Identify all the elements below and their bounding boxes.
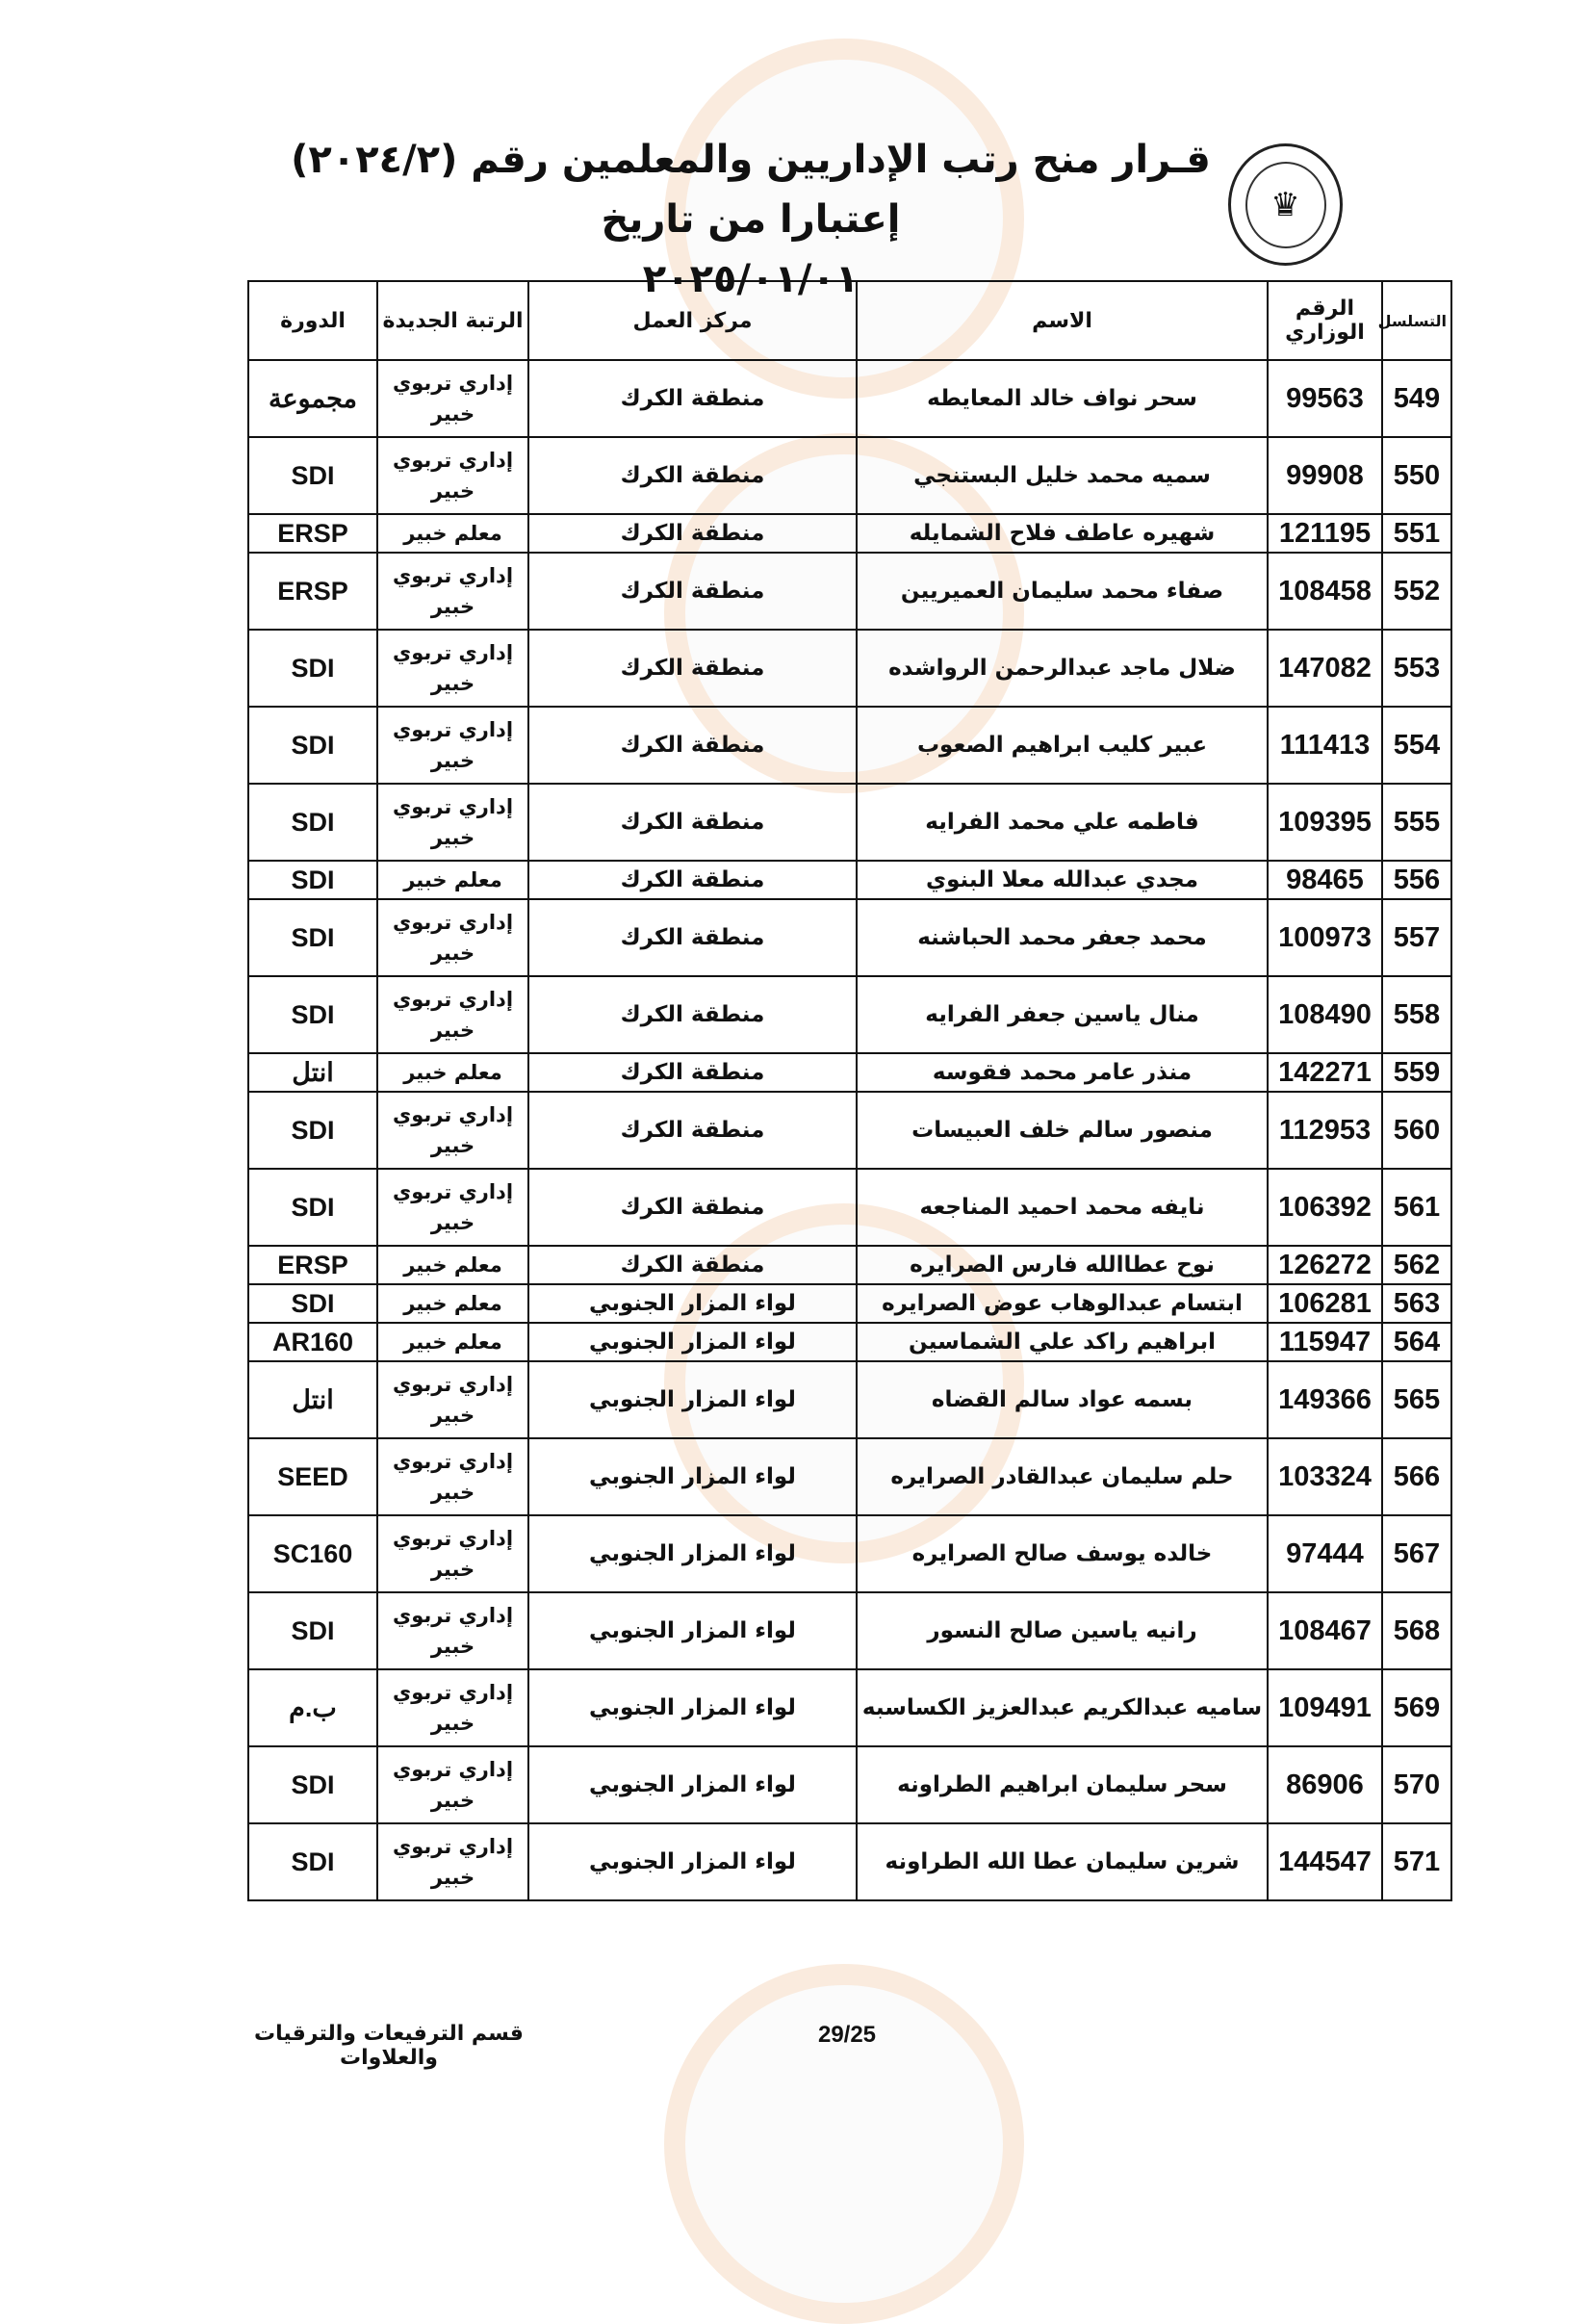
- cell-rank: إداري تربوي خبير: [377, 1438, 528, 1515]
- cell-name: نوح عطاالله فارس الصرايره: [857, 1246, 1268, 1284]
- cell-name: صفاء محمد سليمان العميريين: [857, 553, 1268, 630]
- cell-name: منذر عامر محمد فقوسه: [857, 1053, 1268, 1092]
- cell-work-center: منطقة الكرك: [528, 1053, 857, 1092]
- table-row: [248, 1592, 1451, 1669]
- cell-ministry-id: 99908: [1268, 437, 1382, 514]
- table-row: [248, 707, 1451, 784]
- table-row: [248, 861, 1451, 899]
- cell-seq: 567: [1382, 1515, 1451, 1592]
- cell-name: خالده يوسف صالح الصرايره: [857, 1515, 1268, 1592]
- col-header-rank: الرتبة الجديدة: [377, 281, 528, 360]
- cell-seq: 557: [1382, 899, 1451, 976]
- cell-ministry-id: 109491: [1268, 1669, 1382, 1746]
- table-row: [248, 1438, 1451, 1515]
- cell-name: سحر سليمان ابراهيم الطراونه: [857, 1746, 1268, 1823]
- cell-work-center: لواء المزار الجنوبي: [528, 1592, 857, 1669]
- cell-rank: إداري تربوي خبير: [377, 437, 528, 514]
- cell-ministry-id: 121195: [1268, 514, 1382, 553]
- cell-rank: إداري تربوي خبير: [377, 976, 528, 1053]
- cell-course: ب.م: [248, 1669, 377, 1746]
- cell-ministry-id: 106281: [1268, 1284, 1382, 1323]
- cell-name: حلم سليمان عبدالقادر الصرايره: [857, 1438, 1268, 1515]
- table-row: [248, 1823, 1451, 1900]
- cell-ministry-id: 106392: [1268, 1169, 1382, 1246]
- table-row: [248, 1169, 1451, 1246]
- cell-rank: إداري تربوي خبير: [377, 784, 528, 861]
- cell-rank: إداري تربوي خبير: [377, 1823, 528, 1900]
- cell-name: مجدي عبدالله معلا البنوي: [857, 861, 1268, 899]
- cell-course: SDI: [248, 976, 377, 1053]
- cell-seq: 561: [1382, 1169, 1451, 1246]
- cell-seq: 560: [1382, 1092, 1451, 1169]
- cell-rank: إداري تربوي خبير: [377, 1746, 528, 1823]
- cell-course: انتل: [248, 1053, 377, 1092]
- cell-ministry-id: 100973: [1268, 899, 1382, 976]
- cell-name: سميه محمد خليل البستنجي: [857, 437, 1268, 514]
- cell-course: ERSP: [248, 553, 377, 630]
- cell-seq: 549: [1382, 360, 1451, 437]
- cell-seq: 556: [1382, 861, 1451, 899]
- cell-ministry-id: 86906: [1268, 1746, 1382, 1823]
- cell-seq: 563: [1382, 1284, 1451, 1323]
- cell-ministry-id: 99563: [1268, 360, 1382, 437]
- table-row: [248, 553, 1451, 630]
- cell-name: ضلال ماجد عبدالرحمن الرواشده: [857, 630, 1268, 707]
- cell-work-center: منطقة الكرك: [528, 553, 857, 630]
- col-header-seq: التسلسل: [1382, 281, 1451, 360]
- cell-seq: 565: [1382, 1361, 1451, 1438]
- cell-rank: إداري تربوي خبير: [377, 1592, 528, 1669]
- cell-seq: 566: [1382, 1438, 1451, 1515]
- cell-seq: 554: [1382, 707, 1451, 784]
- cell-work-center: لواء المزار الجنوبي: [528, 1746, 857, 1823]
- cell-rank: إداري تربوي خبير: [377, 360, 528, 437]
- table-row: [248, 1053, 1451, 1092]
- cell-work-center: لواء المزار الجنوبي: [528, 1438, 857, 1515]
- cell-work-center: منطقة الكرك: [528, 899, 857, 976]
- watermark-clock: [664, 1964, 1024, 2324]
- cell-name: شرين سليمان عطا الله الطراونه: [857, 1823, 1268, 1900]
- cell-seq: 571: [1382, 1823, 1451, 1900]
- cell-work-center: منطقة الكرك: [528, 784, 857, 861]
- cell-seq: 569: [1382, 1669, 1451, 1746]
- cell-work-center: منطقة الكرك: [528, 1092, 857, 1169]
- cell-rank: معلم خبير: [377, 1284, 528, 1323]
- cell-ministry-id: 144547: [1268, 1823, 1382, 1900]
- cell-course: مجموعة: [248, 360, 377, 437]
- cell-name: فاطمه علي محمد الفرايه: [857, 784, 1268, 861]
- cell-course: SDI: [248, 1169, 377, 1246]
- table-row: [248, 514, 1451, 553]
- cell-rank: إداري تربوي خبير: [377, 1169, 528, 1246]
- cell-seq: 562: [1382, 1246, 1451, 1284]
- table-row: [248, 1669, 1451, 1746]
- cell-ministry-id: 103324: [1268, 1438, 1382, 1515]
- cell-name: منصور سالم خلف العبيسات: [857, 1092, 1268, 1169]
- cell-name: عبير كليب ابراهيم الصعوب: [857, 707, 1268, 784]
- cell-name: شهيره عاطف فلاح الشمايله: [857, 514, 1268, 553]
- cell-name: ابراهيم راكد علي الشماسين: [857, 1323, 1268, 1361]
- promotions-table: [247, 280, 1452, 1901]
- cell-ministry-id: 108467: [1268, 1592, 1382, 1669]
- cell-seq: 555: [1382, 784, 1451, 861]
- cell-course: SDI: [248, 1746, 377, 1823]
- cell-course: SDI: [248, 630, 377, 707]
- table-header-row: [248, 281, 1451, 360]
- cell-ministry-id: 108458: [1268, 553, 1382, 630]
- cell-course: ERSP: [248, 1246, 377, 1284]
- cell-work-center: منطقة الكرك: [528, 437, 857, 514]
- cell-course: SDI: [248, 784, 377, 861]
- cell-work-center: لواء المزار الجنوبي: [528, 1823, 857, 1900]
- cell-work-center: لواء المزار الجنوبي: [528, 1361, 857, 1438]
- cell-seq: 568: [1382, 1592, 1451, 1669]
- table-row: [248, 1361, 1451, 1438]
- cell-work-center: لواء المزار الجنوبي: [528, 1284, 857, 1323]
- cell-rank: إداري تربوي خبير: [377, 630, 528, 707]
- cell-work-center: منطقة الكرك: [528, 976, 857, 1053]
- cell-seq: 550: [1382, 437, 1451, 514]
- cell-course: SDI: [248, 861, 377, 899]
- cell-name: ساميه عبدالكريم عبدالعزيز الكساسبه: [857, 1669, 1268, 1746]
- table-row: [248, 360, 1451, 437]
- cell-course: SDI: [248, 1592, 377, 1669]
- cell-work-center: منطقة الكرك: [528, 861, 857, 899]
- cell-work-center: منطقة الكرك: [528, 360, 857, 437]
- cell-rank: إداري تربوي خبير: [377, 1361, 528, 1438]
- cell-ministry-id: 109395: [1268, 784, 1382, 861]
- cell-work-center: لواء المزار الجنوبي: [528, 1515, 857, 1592]
- cell-ministry-id: 147082: [1268, 630, 1382, 707]
- cell-rank: معلم خبير: [377, 1246, 528, 1284]
- cell-name: منال ياسين جعفر الفرايه: [857, 976, 1268, 1053]
- cell-rank: إداري تربوي خبير: [377, 553, 528, 630]
- cell-work-center: لواء المزار الجنوبي: [528, 1669, 857, 1746]
- cell-ministry-id: 115947: [1268, 1323, 1382, 1361]
- cell-seq: 553: [1382, 630, 1451, 707]
- table-row: [248, 1746, 1451, 1823]
- title-date: ٢٠٢٥/٠١/٠١: [642, 257, 860, 301]
- cell-course: SDI: [248, 1823, 377, 1900]
- table-row: [248, 1284, 1451, 1323]
- cell-ministry-id: 97444: [1268, 1515, 1382, 1592]
- cell-rank: إداري تربوي خبير: [377, 1669, 528, 1746]
- cell-work-center: منطقة الكرك: [528, 1169, 857, 1246]
- cell-ministry-id: 112953: [1268, 1092, 1382, 1169]
- cell-work-center: منطقة الكرك: [528, 514, 857, 553]
- table-row: [248, 899, 1451, 976]
- table-row: [248, 437, 1451, 514]
- cell-course: ERSP: [248, 514, 377, 553]
- page-number: 29/25: [817, 2022, 877, 2048]
- cell-seq: 570: [1382, 1746, 1451, 1823]
- cell-name: محمد جعفر محمد الحباشنه: [857, 899, 1268, 976]
- table-row: [248, 1515, 1451, 1592]
- cell-name: رانيه ياسين صالح النسور: [857, 1592, 1268, 1669]
- cell-rank: إداري تربوي خبير: [377, 1515, 528, 1592]
- cell-seq: 551: [1382, 514, 1451, 553]
- cell-seq: 552: [1382, 553, 1451, 630]
- crown-emblem-icon: ♛: [1245, 162, 1326, 248]
- table-row: [248, 1323, 1451, 1361]
- cell-course: SEED: [248, 1438, 377, 1515]
- cell-name: بسمه عواد سالم القضاه: [857, 1361, 1268, 1438]
- department-name: قسم الترفيعات والترقيات والعلاوات: [254, 2022, 524, 2070]
- cell-ministry-id: 142271: [1268, 1053, 1382, 1092]
- cell-rank: إداري تربوي خبير: [377, 1092, 528, 1169]
- cell-name: ابتسام عبدالوهاب عوض الصرايره: [857, 1284, 1268, 1323]
- table-row: [248, 976, 1451, 1053]
- cell-seq: 559: [1382, 1053, 1451, 1092]
- cell-name: سحر نواف خالد المعايطه: [857, 360, 1268, 437]
- cell-rank: معلم خبير: [377, 1053, 528, 1092]
- cell-work-center: منطقة الكرك: [528, 630, 857, 707]
- col-header-course: الدورة: [248, 281, 377, 360]
- cell-ministry-id: 98465: [1268, 861, 1382, 899]
- cell-work-center: منطقة الكرك: [528, 1246, 857, 1284]
- table-row: [248, 784, 1451, 861]
- cell-course: انتل: [248, 1361, 377, 1438]
- cell-course: SDI: [248, 899, 377, 976]
- ministry-seal: [1228, 143, 1343, 266]
- cell-rank: إداري تربوي خبير: [377, 899, 528, 976]
- cell-course: SDI: [248, 707, 377, 784]
- cell-course: SDI: [248, 1092, 377, 1169]
- cell-work-center: لواء المزار الجنوبي: [528, 1323, 857, 1361]
- cell-course: SDI: [248, 437, 377, 514]
- cell-ministry-id: 149366: [1268, 1361, 1382, 1438]
- cell-rank: إداري تربوي خبير: [377, 707, 528, 784]
- cell-course: SC160: [248, 1515, 377, 1592]
- cell-course: SDI: [248, 1284, 377, 1323]
- cell-seq: 564: [1382, 1323, 1451, 1361]
- cell-ministry-id: 111413: [1268, 707, 1382, 784]
- cell-rank: معلم خبير: [377, 514, 528, 553]
- cell-course: AR160: [248, 1323, 377, 1361]
- cell-work-center: منطقة الكرك: [528, 707, 857, 784]
- cell-ministry-id: 126272: [1268, 1246, 1382, 1284]
- col-header-name: الاسم: [857, 281, 1268, 360]
- cell-ministry-id: 108490: [1268, 976, 1382, 1053]
- title-line1: قـرار منح رتب الإداريين والمعلمين رقم (٢٠٢٤/٢) إعتبارا من تاريخ: [291, 138, 1211, 242]
- table-row: [248, 1092, 1451, 1169]
- table-row: [248, 1246, 1451, 1284]
- cell-rank: معلم خبير: [377, 1323, 528, 1361]
- table-row: [248, 630, 1451, 707]
- cell-name: نايفه محمد احميد المناجعه: [857, 1169, 1268, 1246]
- cell-seq: 558: [1382, 976, 1451, 1053]
- col-header-id: الرقم الوزاري: [1268, 281, 1382, 360]
- cell-rank: معلم خبير: [377, 861, 528, 899]
- col-header-center: مركز العمل: [528, 281, 857, 360]
